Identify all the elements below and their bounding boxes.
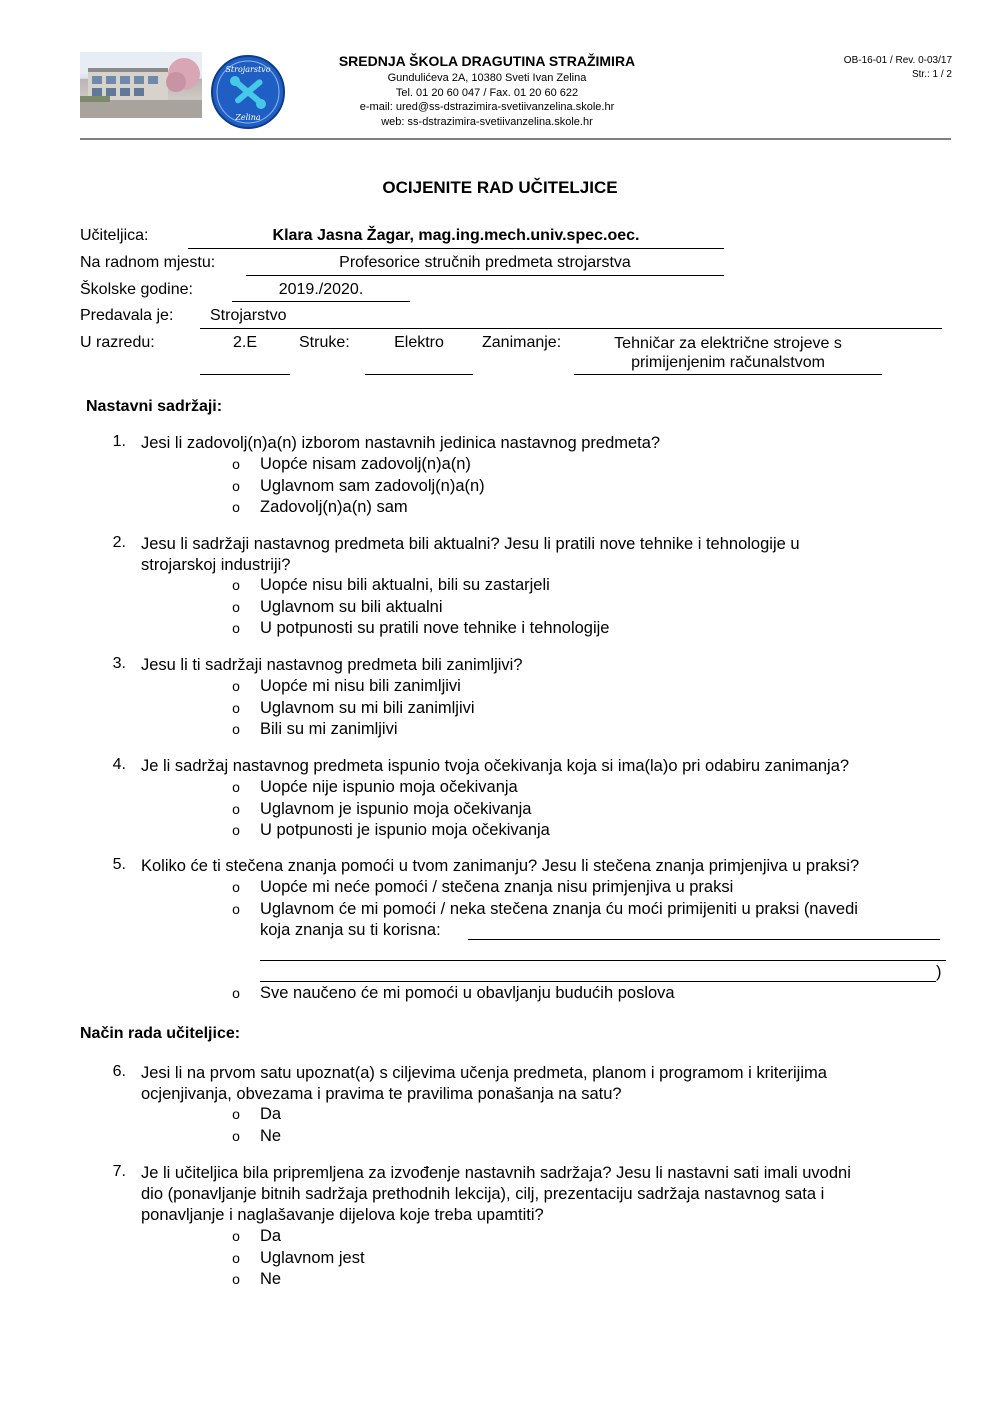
q5-answer-line-1[interactable] (468, 939, 940, 940)
q5-option-2[interactable]: o Uglavnom će mi pomoći / neka stečena znanja ću moći primijeniti u praksi (navedi (232, 900, 858, 918)
q7-option-3[interactable]: o Ne (232, 1270, 282, 1288)
q5-option-3[interactable]: o Sve naučeno će mi pomoći u obavljanju budućih poslova (232, 984, 675, 1002)
q5-close-paren: ) (936, 963, 942, 981)
school-phone: Tel. 01 20 60 047 / Fax. 01 20 60 622 (395, 87, 579, 99)
q1-option-3[interactable]: o Zadovolj(n)a(n) sam (232, 498, 408, 516)
q4-option-2[interactable]: o Uglavnom je ispunio moja očekivanja (232, 799, 532, 818)
field-label: Struke: (299, 334, 350, 351)
question-5-number: 5. (112, 856, 126, 873)
svg-text:Zelina: Zelina (235, 113, 261, 122)
doc-ref-code: OB-16-01 / Rev. 0-03/17 (843, 55, 952, 66)
class-value: 2.E (232, 334, 257, 351)
question-4-options (226, 777, 550, 842)
question-7-line-3: ponavljanje i naglašavanje dijelova koje treba upamtiti? (141, 1206, 544, 1224)
q3-option-2[interactable]: o Uglavnom su mi bili zanimljivi (232, 698, 475, 717)
teacher-value: Klara Jasna Žagar, mag.ing.mech.univ.spec.oec. (272, 227, 640, 244)
q5-answer-line-3[interactable] (260, 981, 936, 982)
question-2-line-1: Jesu li sadržaji nastavnog predmeta bili aktualni? Jesu li pratili nove tehnike i tehnologije u (141, 535, 800, 553)
header-divider (80, 138, 951, 140)
question-6-line-1: Jesi li na prvom satu upoznat(a) s ciljevima učenja predmeta, planom i programom i kriterijima (141, 1064, 827, 1082)
occupation-value (574, 334, 882, 372)
question-3-options (226, 676, 475, 741)
year-underline (232, 301, 410, 302)
q6-option-2[interactable]: o Ne (232, 1126, 282, 1145)
school-web: web: ss-dstrazimira-svetiivanzelina.skole.hr (381, 116, 593, 128)
position-underline (246, 275, 724, 276)
q7-option-1[interactable]: o Da (232, 1227, 282, 1245)
occupation-line-2: primijenjenim računalstvom (631, 354, 825, 371)
q2-option-1[interactable]: o Uopće nisu bili aktualni, bili su zastarjeli (232, 576, 550, 594)
question-2-number: 2. (112, 534, 126, 551)
question-7-line-1: Je li učiteljica bila pripremljena za izvođenje nastavnih sadržaja? Jesu li nastavni sati imali uvodni (141, 1164, 851, 1182)
question-7-options (226, 1226, 365, 1291)
taught-value: Strojarstvo (210, 307, 287, 324)
q2-option-2[interactable]: o Uglavnom su bili aktualni (232, 597, 443, 616)
question-4-text: Je li sadržaj nastavnog predmeta ispunio tvoja očekivanja koja si ima(la)o pri odabiru zanimanja? (141, 757, 850, 775)
q4-option-1[interactable]: o Uopće nije ispunio moja očekivanja (232, 778, 518, 796)
question-1-number: 1. (112, 433, 126, 450)
school-building-photo (80, 52, 202, 118)
question-1-options (226, 454, 485, 519)
section-method-heading: Način rada učiteljice: (80, 1025, 241, 1042)
question-1-text: Jesi li zadovolj(n)a(n) izborom nastavnih jedinica nastavnog predmeta? (141, 434, 661, 452)
page-number: Str.: 1 / 2 (911, 69, 952, 80)
question-2-line-2: strojarskoj industriji? (141, 556, 291, 574)
q6-option-1[interactable]: o Da (232, 1105, 282, 1123)
q7-option-2[interactable]: o Uglavnom jest (232, 1248, 365, 1267)
school-email: e-mail: ured@ss-dstrazimira-svetiivanzelina.skole.hr (359, 101, 615, 113)
document-reference (844, 54, 952, 82)
field-value: Elektro (394, 334, 444, 351)
teacher-underline (188, 248, 724, 249)
question-7-number: 7. (112, 1163, 126, 1180)
svg-text:Strojarstvo: Strojarstvo (225, 65, 271, 74)
question-7-line-2: dio (ponavljanje bitnih sadržaja prethodnih lekcija), cilj, prezentaciju sadržaja nastavnog sata i (141, 1185, 825, 1203)
occupation-label: Zanimanje: (482, 334, 562, 351)
class-label: U razredu: (80, 334, 155, 351)
year-label: Školske godine: (80, 281, 193, 298)
question-6-number: 6. (112, 1063, 126, 1080)
q1-option-2[interactable]: o Uglavnom sam zadovolj(n)a(n) (232, 476, 485, 495)
question-2-text (141, 534, 800, 576)
section-content-heading: Nastavni sadržaji: (86, 398, 223, 415)
question-7-text (141, 1163, 851, 1226)
school-address: Gundulićeva 2A, 10380 Sveti Ivan Zelina (387, 72, 587, 84)
q1-option-1[interactable]: o Uopće nisam zadovolj(n)a(n) (232, 455, 471, 473)
question-5-text: Koliko će ti stečena znanja pomoći u tvom zanimanju? Jesu li stečena znanja primjenjiva u praksi? (141, 857, 860, 875)
occupation-underline (574, 374, 882, 375)
taught-underline (200, 328, 942, 329)
school-logo (210, 54, 286, 130)
field-underline (365, 374, 473, 375)
occupation-line-1: Tehničar za električne strojeve s (614, 335, 842, 352)
class-underline (200, 374, 290, 375)
question-3-text: Jesu li ti sadržaji nastavnog predmeta bili zanimljivi? (141, 656, 523, 674)
position-label: Na radnom mjestu: (80, 254, 216, 271)
school-name: SREDNJA ŠKOLA DRAGUTINA STRAŽIMIRA (338, 53, 636, 69)
q2-option-3[interactable]: o U potpunosti su pratili nove tehnike i tehnologije (232, 619, 610, 637)
question-4-number: 4. (112, 756, 126, 773)
position-value: Profesorice stručnih predmeta strojarstva (339, 254, 631, 271)
question-3-number: 3. (112, 655, 126, 672)
q5-option-1[interactable]: o Uopće mi neće pomoći / stečena znanja nisu primjenjiva u praksi (232, 878, 734, 896)
q4-option-3[interactable]: o U potpunosti je ispunio moja očekivanja (232, 821, 550, 839)
q3-option-3[interactable]: o Bili su mi zanimljivi (232, 720, 398, 738)
q3-option-1[interactable]: o Uopće mi nisu bili zanimljivi (232, 677, 461, 695)
question-6-text (141, 1063, 827, 1105)
question-6-options (226, 1104, 281, 1147)
question-2-options (226, 575, 609, 640)
teacher-label: Učiteljica: (80, 227, 149, 244)
year-value: 2019./2020. (278, 281, 364, 298)
question-6-line-2: ocjenjivanja, obvezama i pravima te pravilima ponašanja na satu? (141, 1085, 622, 1103)
q5-option-2-line-2: koja znanja su ti korisna: (260, 921, 441, 939)
page-title: OCIJENITE RAD UČITELJICE (382, 178, 618, 197)
q5-answer-line-2[interactable] (260, 960, 946, 961)
taught-label: Predavala je: (80, 307, 174, 324)
